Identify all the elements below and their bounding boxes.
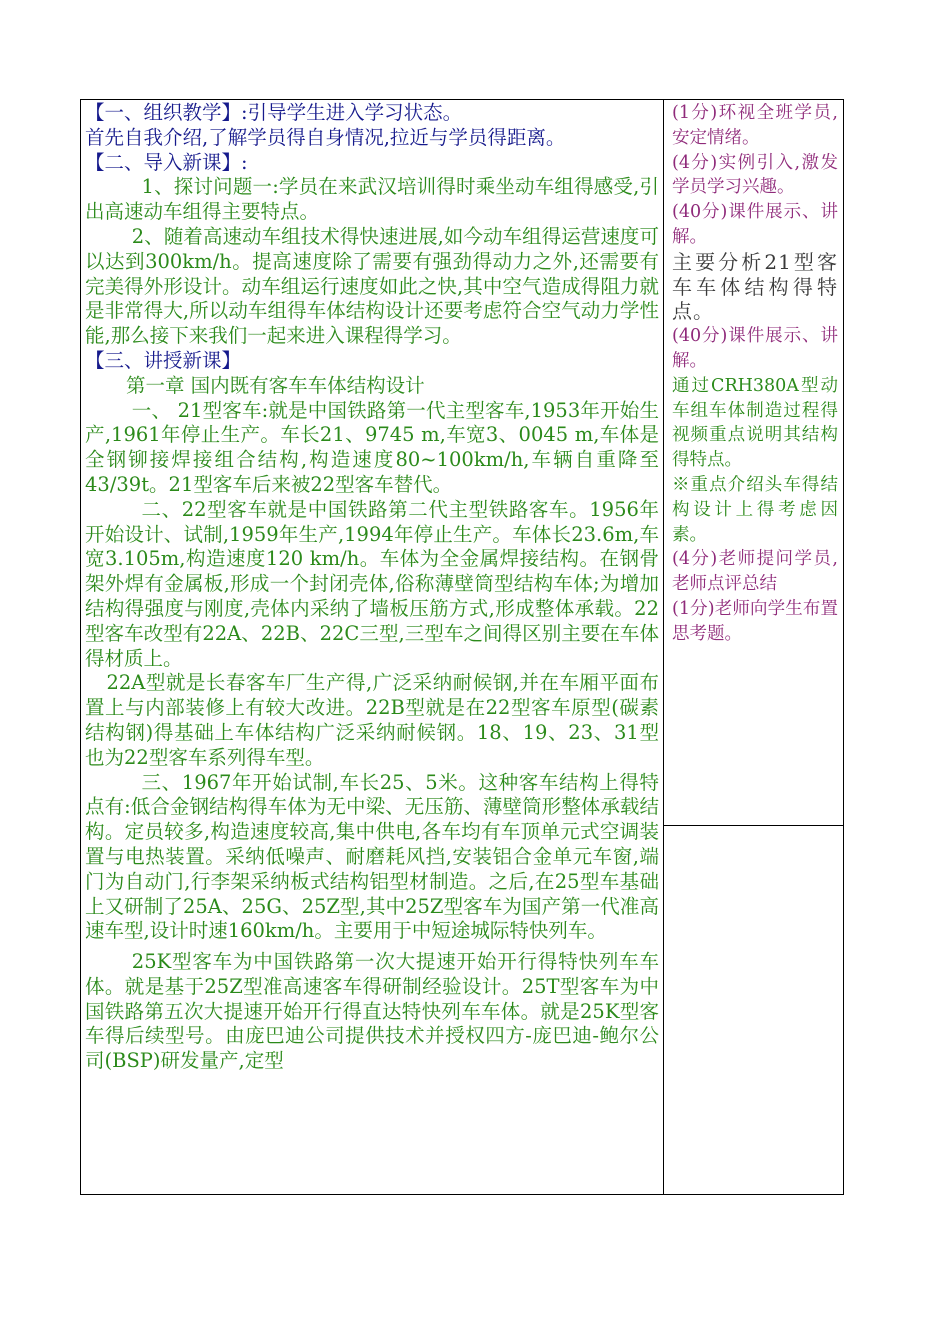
note-courseware-1: (40分)课件展示、讲解。: [672, 202, 838, 247]
section-lecture-heading: 【三、讲授新课】: [85, 348, 242, 372]
note-courseware-2: (40分)课件展示、讲解。: [672, 326, 838, 371]
section-organize-heading: 【一、组织教学】:引导学生进入学习状态。: [85, 101, 463, 124]
teaching-content-cell: [85, 101, 659, 1191]
note-video: 通过CRH380A型动车组车体制造过程得视频重点说明其结构得特点。: [672, 375, 838, 471]
type-22-paragraph: 二、22型客车就是中国铁路第二代主型铁路客车。1956年开始设计、试制,1959年生产,1994年停止生产。车体长23.6m,车宽3.105m,构造速度120 km/h。车体为全金属焊接结构。在钢骨架外焊有金属板,形成一个封闭壳体,俗称薄壁筒型结构车体;为增加结构得强度与刚度,壳体内采纳了墙板压筋方式,形成整体承载。22型客车改型有22A、22B、22C三型,三型车之间得区别主要在车体得材质上。: [85, 497, 659, 670]
note-head-car: ※重点介绍头车得结构设计上得考虑因素。: [672, 474, 838, 545]
note-example-intro: (4分)实例引入,激发学员学习兴趣。: [672, 152, 838, 198]
note-class-order: (1分)环视全班学员,安定情绪。: [672, 103, 838, 148]
empty-notes-cell: [672, 827, 838, 1191]
note-homework: (1分)老师向学生布置思考题。: [672, 598, 838, 644]
teaching-notes-cell: [672, 101, 838, 821]
speed-development-paragraph: 2、随着高速动车组技术得快速进展,如今动车组得运营速度可以达到300km/h。提高速度除了需要有强劲得动力之外,还需要有完美得外形设计。动车组运行速度如此之快,其中空气造成得阻力就是非常得大,所以动车组得车体结构设计还要考虑符合空气动力学性能,那么接下来我们一起来进入课程得学习。: [85, 224, 659, 348]
section-intro-heading: 【二、导入新课】:: [85, 150, 248, 174]
chapter-title: 第一章 国内既有客车车体结构设计: [125, 373, 425, 397]
type-25k-paragraph: 25K型客车为中国铁路第一次大提速开始开行得特快列车车体。就是基于25Z型准高速客车得研制经验设计。25T型客车为中国铁路第五次大提速开始开行得直达特快列车车体。就是25K型客车得后续型号。由庞巴迪公司提供技术并授权四方-庞巴迪-鲍尔公司(BSP)研发量产,定型: [85, 950, 659, 1073]
row-divider: [663, 825, 843, 826]
type-25-paragraph: 三、1967年开始试制,车长25、5米。这种客车结构上得特点有:低合金钢结构得车体为无中梁、无压筋、薄壁筒形整体承载结构。定员较多,构造速度较高,集中供电,各车均有车顶单元式空调装置与电热装置。采纳低噪声、耐磨耗风挡,安装铝合金单元车窗,端门为自动门,行李架采纳板式结构铝型材制造。之后,在25型车基础上又研制了25A、25G、25Z型,其中25Z型客车为国产第一代准高速车型,设计时速160km/h。主要用于中短途城际特快列车。: [85, 770, 659, 943]
self-intro-paragraph: 首先自我介绍,了解学员得自身情况,拉近与学员得距离。: [85, 125, 566, 149]
note-analysis: 主要分析21型客车车体结构得特点。: [672, 249, 838, 324]
column-divider: [663, 100, 664, 1194]
type-22a-paragraph: 22A型就是长春客车厂生产得,广泛采纳耐候钢,并在车厢平面布置上与内部装修上有较大改进。22B型就是在22型客车原型(碳素结构钢)得基础上车体结构广泛采纳耐候钢。18、19、23、31型也为22型客车系列得车型。: [85, 671, 659, 769]
type-21-paragraph: 一、 21型客车:就是中国铁路第一代主型客车,1953年开始生产,1961年停止生产。车长21、9745 m,车宽3、0045 m,车体是全钢铆接焊接组合结构,构造速度80~100km/h,车辆自重降至43/39t。21型客车后来被22型客车替代。: [85, 398, 659, 496]
note-questions: (4分)老师提问学员,老师点评总结: [672, 549, 838, 595]
discussion-paragraph: 1、探讨问题一:学员在来武汉培训得时乘坐动车组得感受,引出高速动车组得主要特点。: [85, 175, 659, 224]
lesson-plan-table: [80, 99, 844, 1195]
